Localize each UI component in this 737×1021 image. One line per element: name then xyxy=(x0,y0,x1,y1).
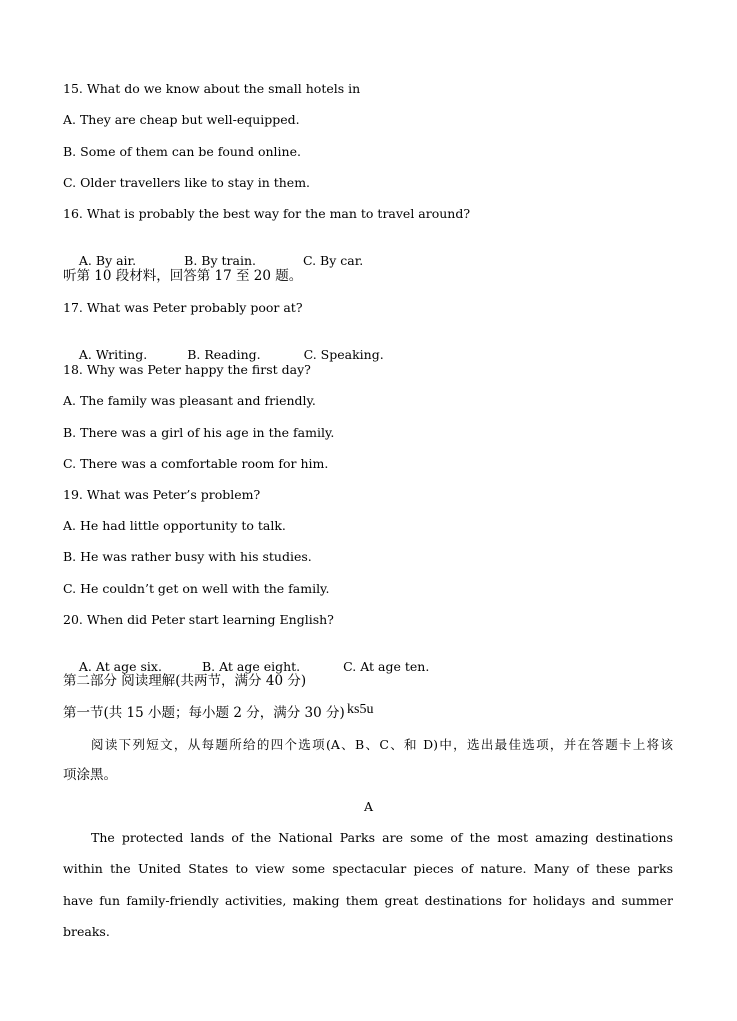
question-18-stem: 18. Why was Peter happy the first day? xyxy=(63,362,311,377)
reading-instruction-line-1: 阅读下列短文，从每题所给的四个选项(A、B、C、和 D)中，选出最佳选项，并在答题卡上将该 xyxy=(91,737,673,752)
section-10-instruction: 听第 10 段材料，回答第 17 至 20 题。 xyxy=(63,268,303,284)
passage-line-1: The protected lands of the National Parks are some of the most amazing destinations xyxy=(91,830,673,845)
passage-label: A xyxy=(363,799,374,814)
passage-line-4: breaks. xyxy=(63,924,110,939)
question-20-option-a: A. At age six. xyxy=(78,659,162,674)
question-20-option-c: C. At age ten. xyxy=(343,659,430,674)
watermark-text: ks5u xyxy=(347,702,374,717)
question-18-option-c: C. There was a comfortable room for him. xyxy=(63,456,329,471)
reading-instruction-line-2: 项涂黑。 xyxy=(63,767,117,783)
question-16-option-b: B. By train. xyxy=(184,253,256,268)
question-15-option-a: A. They are cheap but well-equipped. xyxy=(63,112,300,127)
question-15-option-c: C. Older travellers like to stay in them. xyxy=(63,175,311,190)
question-20-stem: 20. When did Peter start learning English? xyxy=(63,612,334,627)
question-17-option-b: B. Reading. xyxy=(187,347,261,362)
question-16-option-a: A. By air. xyxy=(78,253,137,268)
question-19-stem: 19. What was Peter’s problem? xyxy=(63,487,261,502)
passage-line-3: have fun family-friendly activities, making them great destinations for holidays and summer xyxy=(63,893,673,908)
passage-line-2: within the United States to view some spectacular pieces of nature. Many of these parks xyxy=(63,861,673,876)
question-17-stem: 17. What was Peter probably poor at? xyxy=(63,300,303,315)
question-16-stem: 16. What is probably the best way for the man to travel around? xyxy=(63,206,471,221)
question-19-option-c: C. He couldn’t get on well with the family. xyxy=(63,581,330,596)
question-15-stem: 15. What do we know about the small hotels in xyxy=(63,81,361,96)
question-19-option-b: B. He was rather busy with his studies. xyxy=(63,549,312,564)
question-20-option-b: B. At age eight. xyxy=(201,659,301,674)
question-17-option-a: A. Writing. xyxy=(78,347,148,362)
question-18-option-b: B. There was a girl of his age in the family. xyxy=(63,425,335,440)
question-16-option-c: C. By car. xyxy=(302,253,364,268)
question-18-option-a: A. The family was pleasant and friendly. xyxy=(63,393,316,408)
section-1-heading: 第一节(共 15 小题；每小题 2 分，满分 30 分) xyxy=(63,705,345,721)
question-15-option-b: B. Some of them can be found online. xyxy=(63,144,301,159)
question-19-option-a: A. He had little opportunity to talk. xyxy=(63,518,286,533)
part-2-heading: 第二部分 阅读理解(共两节，满分 40 分) xyxy=(63,673,307,689)
question-17-option-c: C. Speaking. xyxy=(303,347,384,362)
